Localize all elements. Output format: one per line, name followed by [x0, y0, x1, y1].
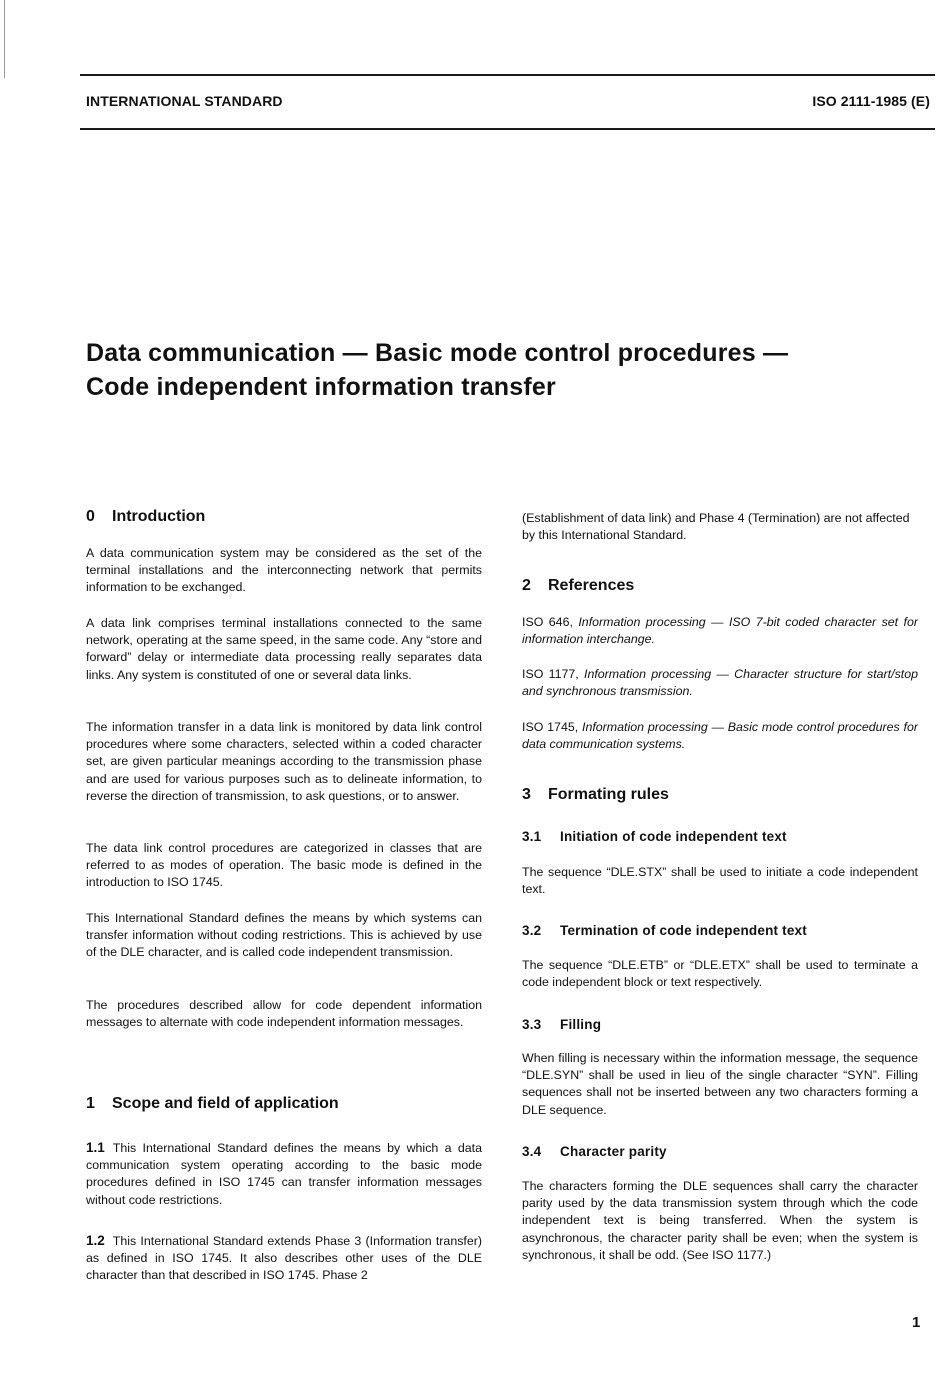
reference-title: Information processing — Character structure for start/stop and synchronous transmission.	[522, 667, 918, 699]
subsection-title: Termination of code independent text	[560, 923, 807, 938]
subsection-heading-3-2	[522, 922, 807, 939]
intro-paragraph-6: The procedures described allow for code dependent information messages to alternate with code independent information messages.	[86, 998, 482, 1030]
reference-title: Information processing — Basic mode control procedures for data communication systems.	[522, 720, 919, 752]
reference-iso-1177	[522, 666, 918, 700]
subsection-heading-3-3	[522, 1016, 601, 1033]
subsection-3-3-text: When filling is necessary within the information message, the sequence “DLE.SYN” shall be used in lieu of the single character “SYN”. Filling sequences shall not be inserted between any two characters forming a DLE sequence.	[522, 1051, 918, 1117]
subsection-number: 3.2	[522, 923, 542, 938]
header-bottom-rule	[80, 128, 935, 130]
header-top-rule	[80, 74, 935, 76]
section-heading-introduction	[86, 508, 205, 525]
intro-paragraph-4: The data link control procedures are categorized in classes that are referred to as modes of operation. The basic mode is defined in the introduction to ISO 1745.	[86, 841, 482, 890]
subsection-heading-3-1	[522, 828, 787, 845]
reference-id: ISO 1177,	[522, 667, 579, 681]
section-heading-scope	[86, 1095, 339, 1112]
page-title	[86, 336, 936, 404]
section-heading-formating-rules	[522, 786, 669, 803]
reference-iso-1745	[522, 719, 918, 753]
section-title: Formating rules	[548, 786, 669, 803]
subsection-number: 3.3	[522, 1017, 542, 1032]
subsection-3-4-text: The characters forming the DLE sequences shall carry the character parity used by the data transmission system through which the code independent text is being transferred. When the system is asynchronous, the character parity shall be even; when the system is synchronous, it shall be odd. (See ISO 1177.)	[522, 1179, 918, 1262]
page-number: 1	[912, 1314, 921, 1331]
subsection-title: Filling	[560, 1017, 602, 1032]
clause-1-2-part-1	[86, 1232, 482, 1285]
reference-id: ISO 646,	[522, 615, 573, 629]
clause-text: This International Standard defines the means by which a data communication system operating according to the basic mode procedures defined in ISO 1745 can transfer information messages without code restrictions.	[86, 1141, 482, 1207]
title-line-1: Data communication — Basic mode control procedures —	[86, 339, 789, 367]
standard-reference: ISO 2111-1985 (E)	[812, 93, 930, 109]
intro-paragraph-1: A data communication system may be considered as the set of the terminal installations and the interconnecting network that permits information to be exchanged.	[86, 546, 482, 595]
subsection-3-2-text: The sequence “DLE.ETB” or “DLE.ETX” shall be used to terminate a code independent block or text respectively.	[522, 958, 918, 990]
section-title: Scope and field of application	[112, 1095, 339, 1112]
intro-paragraph-3: The information transfer in a data link is monitored by data link control procedures where some characters, selected within a coded character set, are given particular meanings according to the transmission phase and are used for various purposes such as to delineate information, to reverse the direction of transmission, to ask questions, or to answer.	[86, 720, 482, 803]
section-number: 3	[522, 786, 531, 803]
clause-text: This International Standard extends Phase 3 (Information transfer) as defined in ISO 1745. It also describes other uses of the DLE character than that described in ISO 1745. Phase 2	[86, 1234, 482, 1283]
subsection-number: 3.4	[522, 1144, 542, 1159]
subsection-number: 3.1	[522, 829, 542, 844]
intro-paragraph-2: A data link comprises terminal installations connected to the same network, operating at the same speed, in the same code. Any “store and forward” delay or intermediate data processing really separates data links. Any system is constituted of one or several data links.	[86, 616, 482, 682]
subsection-3-1-text: The sequence “DLE.STX” shall be used to initiate a code independent text.	[522, 865, 918, 897]
scan-edge-artifact	[4, 0, 5, 78]
reference-iso-646	[522, 614, 918, 648]
section-title: Introduction	[112, 508, 206, 525]
reference-title: Information processing — ISO 7-bit coded character set for information interchange.	[522, 615, 919, 647]
clause-number: 1.1	[86, 1140, 105, 1155]
subsection-heading-3-4	[522, 1143, 667, 1160]
section-title: References	[548, 577, 635, 594]
section-number: 2	[522, 577, 531, 594]
clause-1-2-part-2: (Establishment of data link) and Phase 4 (Termination) are not affected by this International Standard.	[522, 511, 910, 543]
clause-number: 1.2	[86, 1233, 105, 1248]
document-type-label: INTERNATIONAL STANDARD	[86, 93, 283, 109]
clause-1-1	[86, 1139, 482, 1209]
reference-id: ISO 1745,	[522, 720, 579, 734]
section-number: 1	[86, 1095, 95, 1112]
subsection-title: Character parity	[560, 1144, 667, 1159]
intro-paragraph-5: This International Standard defines the means by which systems can transfer information without coding restrictions. This is achieved by use of the DLE character, and is called code independent transmission.	[86, 911, 482, 960]
title-line-2: Code independent information transfer	[86, 373, 556, 401]
section-heading-references	[522, 577, 634, 594]
subsection-title: Initiation of code independent text	[560, 829, 787, 844]
section-number: 0	[86, 508, 95, 525]
